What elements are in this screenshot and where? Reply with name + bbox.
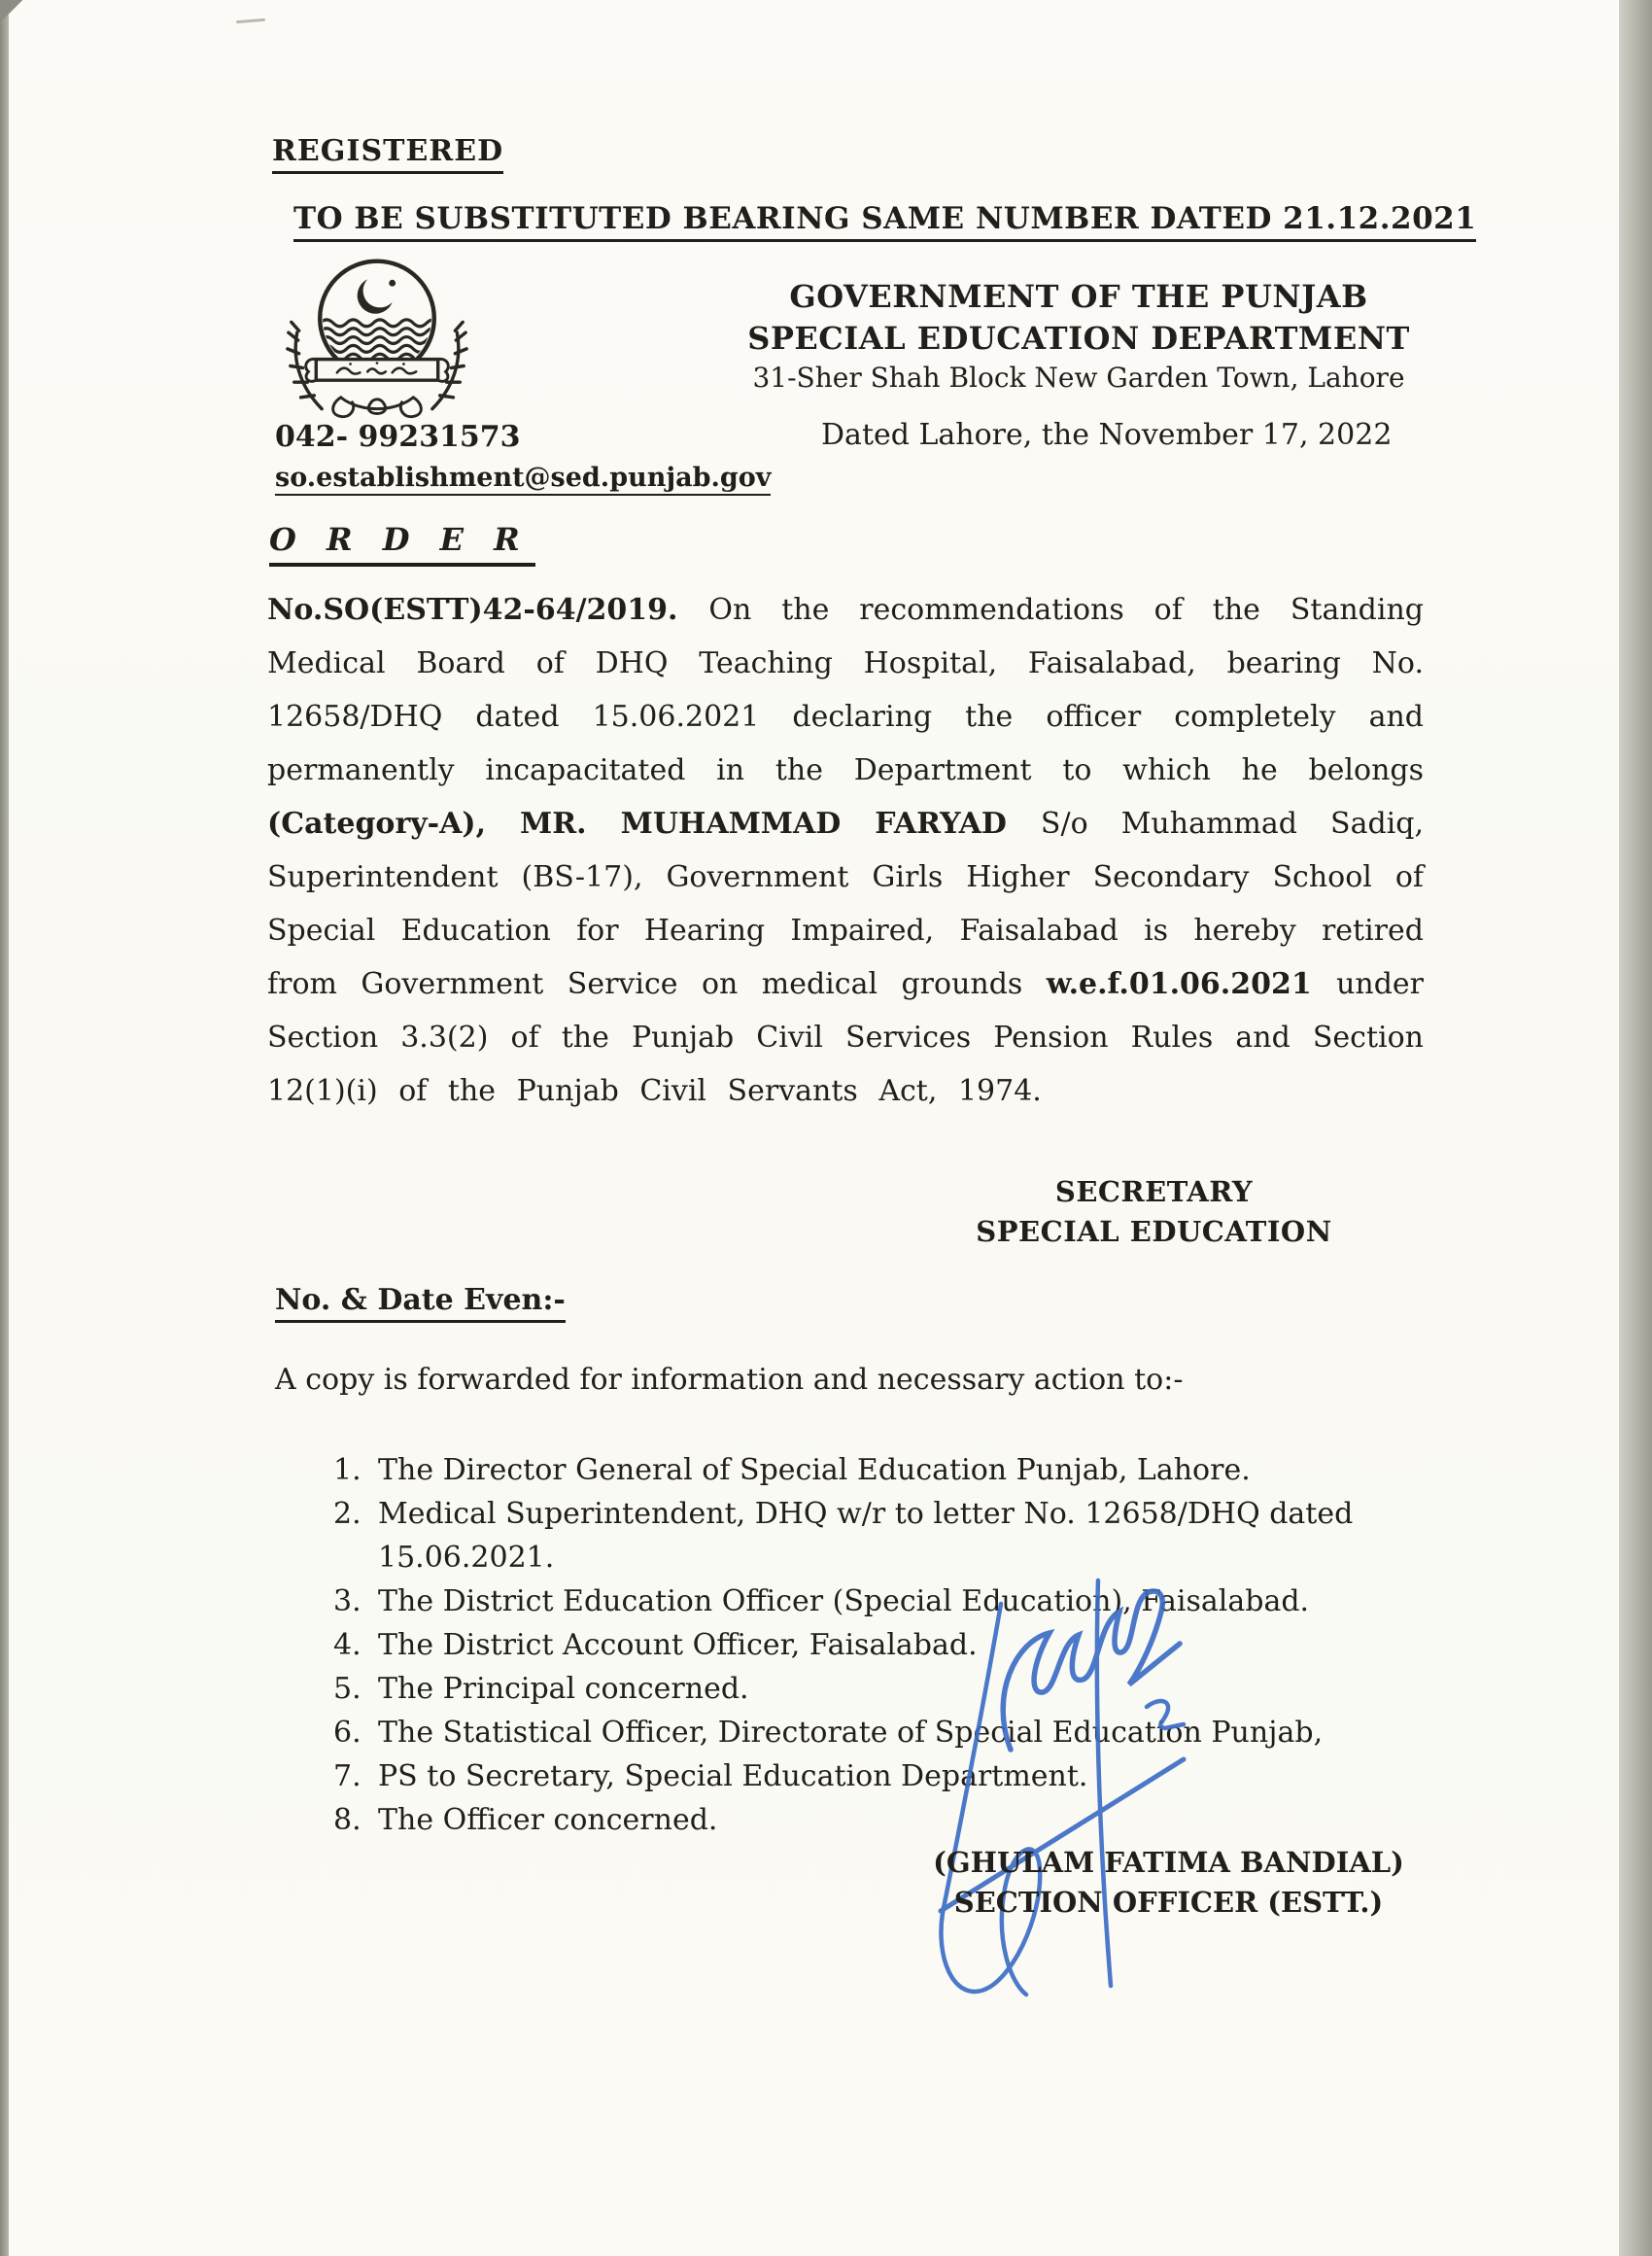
scan-edge-left	[0, 0, 9, 2256]
order-text: On the recommendations of the Standing Medical Board of DHQ Teaching Hospital, Faisalabad, bearing No. 12658/DHQ dated 15.06.2021 declaring the officer completely and permanently incapacitated in the Department to which he belongs	[267, 593, 1424, 787]
distribution-item-text: The Officer concerned.	[378, 1803, 718, 1837]
distribution-heading: No. & Date Even:-	[275, 1283, 566, 1323]
distribution-intro: A copy is forwarded for information and necessary action to:-	[275, 1363, 1184, 1397]
order-text: under Section 3.3(2) of the Punjab Civil Services Pension Rules and Section 12(1)(i) of the Punjab Civil Servants Act, 1974.	[267, 967, 1425, 1108]
distribution-item-text: The Director General of Special Education Punjab, Lahore.	[378, 1453, 1251, 1487]
substitution-notice: TO BE SUBSTITUTED BEARING SAME NUMBER DATED 21.12.2021	[293, 201, 1476, 242]
order-text: S/o Muhammad Sadiq, Superintendent (BS-17), Government Girls Higher Secondary School of Special Education for Hearing Impaired, Faisalabad is hereby retired from Government Service on medical grounds	[267, 807, 1424, 1001]
department-header	[719, 276, 1438, 397]
distribution-item	[333, 1623, 1436, 1667]
star-icon	[389, 280, 396, 287]
distribution-list	[333, 1448, 1436, 1842]
distribution-item-text: The Principal concerned.	[378, 1672, 749, 1706]
distribution-item-number: 2.	[333, 1497, 361, 1531]
scan-stray-mark	[236, 18, 265, 24]
government-title: GOVERNMENT OF THE PUNJAB	[789, 278, 1368, 315]
distribution-item-number: 4.	[333, 1628, 361, 1662]
secretary-department: SPECIAL EDUCATION	[976, 1215, 1332, 1248]
order-heading: O R D E R	[269, 521, 535, 567]
distribution-item-number: 5.	[333, 1672, 361, 1706]
secretary-block	[904, 1172, 1404, 1252]
distribution-item	[333, 1711, 1436, 1754]
ribbon-knot	[333, 398, 422, 417]
distribution-item-number: 3.	[333, 1584, 361, 1618]
order-text-bold: No.SO(ESTT)42-64/2019.	[267, 593, 709, 627]
distribution-item	[333, 1492, 1436, 1579]
distribution-item-text: PS to Secretary, Special Education Department.	[378, 1759, 1088, 1793]
order-paragraph	[267, 583, 1424, 1118]
order-text-bold: w.e.f.01.06.2021	[1046, 967, 1337, 1001]
distribution-item	[333, 1798, 1436, 1842]
phone-number: 042- 99231573	[275, 420, 521, 454]
crescent-icon	[358, 279, 393, 313]
distribution-item	[333, 1667, 1436, 1711]
distribution-item-number: 1.	[333, 1453, 361, 1487]
signatory-title: SECTION OFFICER (ESTT.)	[953, 1886, 1384, 1919]
registered-label: REGISTERED	[272, 134, 503, 174]
signatory-name: (GHULAM FATIMA BANDIAL)	[933, 1846, 1404, 1879]
distribution-item-text: Medical Superintendent, DHQ w/r to letter No. 12658/DHQ dated 15.06.2021.	[378, 1497, 1354, 1575]
distribution-item	[333, 1579, 1436, 1623]
distribution-item-number: 8.	[333, 1803, 361, 1837]
scroll-banner	[306, 359, 449, 381]
distribution-item-text: The District Account Officer, Faisalabad.	[378, 1628, 978, 1662]
scan-corner-shadow	[0, 0, 29, 29]
email-address: so.establishment@sed.punjab.gov	[275, 463, 771, 496]
order-text-bold: (Category-A), MR. MUHAMMAD FARYAD	[267, 807, 1041, 841]
signatory-block	[904, 1843, 1433, 1923]
department-address: 31-Sher Shah Block New Garden Town, Lahore	[752, 362, 1405, 394]
distribution-item-text: The District Education Officer (Special Education), Faisalabad.	[378, 1584, 1310, 1618]
distribution-item-number: 7.	[333, 1759, 361, 1793]
punjab-emblem-logo	[282, 247, 472, 441]
handwritten-signature-icon	[892, 1544, 1242, 2033]
department-title: SPECIAL EDUCATION DEPARTMENT	[747, 320, 1410, 357]
distribution-item	[333, 1448, 1436, 1492]
secretary-title: SECRETARY	[1054, 1175, 1254, 1208]
distribution-item-number: 6.	[333, 1716, 361, 1750]
scan-edge-right	[1619, 0, 1652, 2256]
distribution-item-text: The Statistical Officer, Directorate of Special Education Punjab,	[378, 1716, 1324, 1750]
distribution-item	[333, 1754, 1436, 1798]
dateline: Dated Lahore, the November 17, 2022	[821, 418, 1393, 452]
